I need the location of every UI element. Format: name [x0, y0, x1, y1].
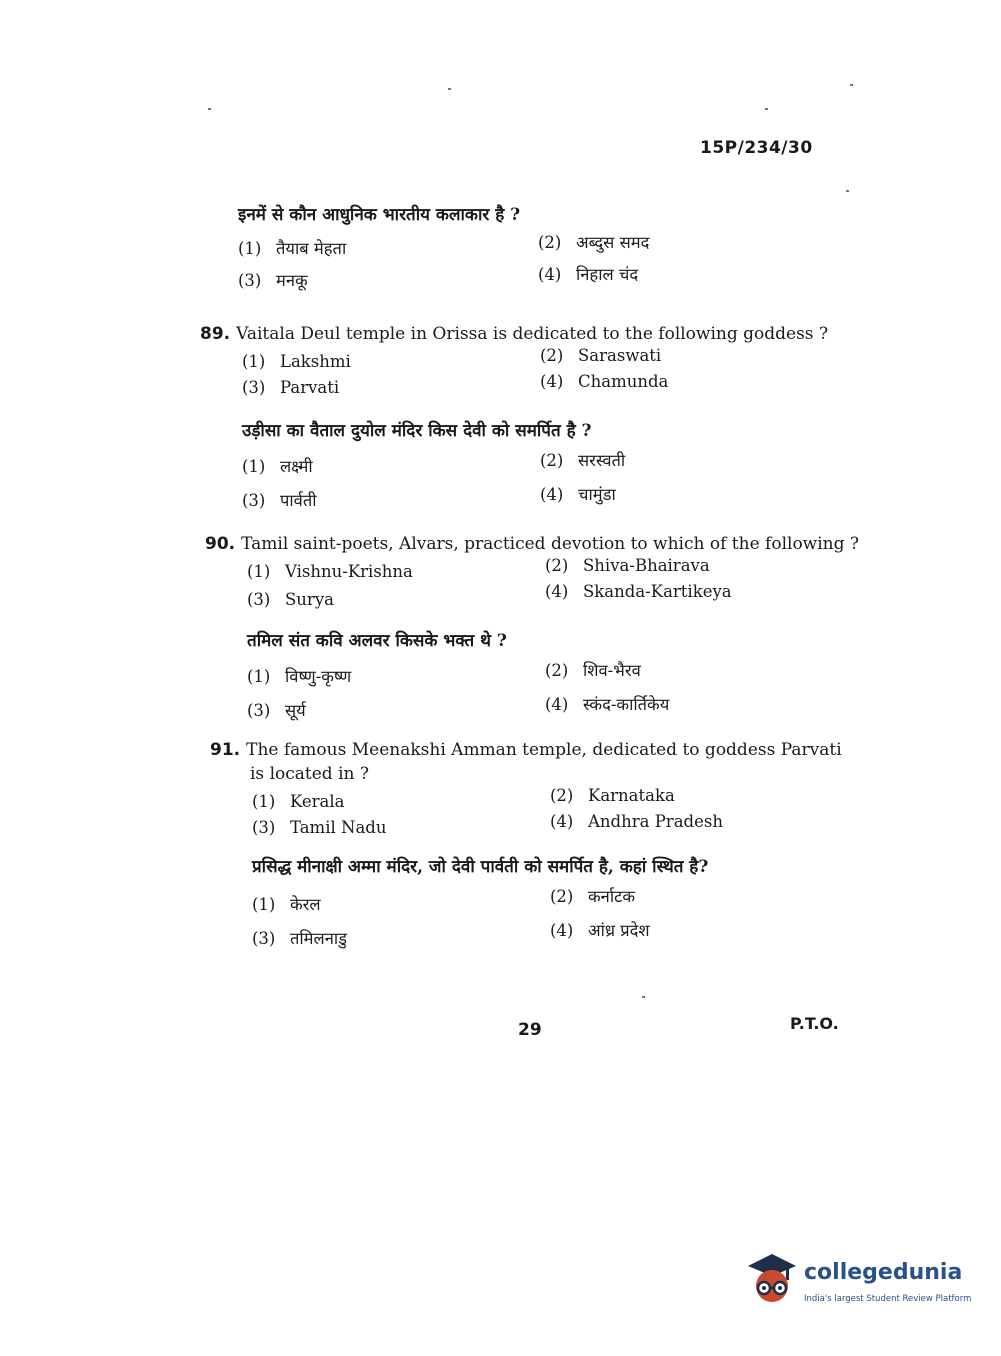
option-2: (2) Shiva-Bhairava [545, 556, 710, 575]
option-4: (4) आंध्र प्रदेश [550, 921, 650, 940]
option-3: (3) Surya [247, 590, 334, 609]
question-text-english: 90. Tamil saint-poets, Alvars, practiced devotion to which of the following ? [205, 534, 860, 554]
question-text-english: 89. Vaitala Deul temple in Orissa is dedicated to the following goddess ? [200, 324, 829, 344]
option-3: (3) तमिलनाडु [252, 929, 347, 948]
option-1: (1) तैयाब मेहता [238, 239, 347, 258]
option-2: (2) कर्नाटक [550, 887, 636, 906]
question-text-english: 91. The famous Meenakshi Amman temple, dedicated to goddess Parvati [210, 740, 842, 760]
question-text-english-cont: is located in ? [250, 764, 369, 784]
scan-speck [850, 84, 853, 86]
options-hindi [242, 444, 840, 508]
question-91 [210, 738, 850, 948]
option-1: (1) केरल [252, 895, 321, 914]
option-2: (2) Karnataka [550, 786, 675, 805]
option-4: (4) निहाल चंद [538, 265, 639, 284]
option-4: (4) Skanda-Kartikeya [545, 582, 732, 601]
scan-speck [208, 108, 211, 110]
option-4: (4) चामुंडा [540, 485, 616, 504]
collegedunia-logo [742, 1250, 972, 1310]
scan-speck [846, 190, 849, 192]
question-90 [205, 532, 860, 720]
scan-speck [765, 108, 768, 110]
option-3: (3) Tamil Nadu [252, 818, 387, 837]
option-4: (4) Chamunda [540, 372, 669, 391]
option-1: (1) लक्ष्मी [242, 457, 313, 476]
paper-code: 15P/234/30 [700, 138, 813, 158]
option-1: (1) Kerala [252, 792, 345, 811]
graduate-mascot-icon [742, 1250, 800, 1308]
options-english [247, 556, 845, 608]
option-2: (2) शिव-भैरव [545, 661, 641, 680]
page-number: 29 [518, 1020, 542, 1040]
question-text-hindi: इनमें से कौन आधुनिक भारतीय कलाकार है ? [238, 205, 521, 225]
option-1: (1) Vishnu-Krishna [247, 562, 413, 581]
logo-wordmark: collegedunia [804, 1260, 963, 1285]
option-1: (1) Lakshmi [242, 352, 351, 371]
logo-tagline: India's largest Student Review Platform [804, 1294, 972, 1304]
question-88-hindi [238, 202, 878, 292]
option-3: (3) पार्वती [242, 491, 317, 510]
scan-speck [642, 996, 645, 998]
options-english [242, 346, 840, 398]
option-2: (2) Saraswati [540, 346, 662, 365]
option-3: (3) Parvati [242, 378, 340, 397]
options-hindi [238, 228, 878, 292]
options-english [252, 786, 850, 838]
question-text-hindi: तमिल संत कवि अलवर किसके भक्त थे ? [247, 631, 507, 651]
option-2: (2) अब्दुस समद [538, 233, 650, 252]
options-hindi [247, 654, 845, 718]
question-text-hindi: उड़ीसा का वैताल दुयोल मंदिर किस देवी को समर्पित है ? [242, 421, 592, 441]
option-3: (3) मनकू [238, 271, 308, 290]
options-hindi [252, 880, 850, 948]
question-text-hindi: प्रसिद्ध मीनाक्षी अम्मा मंदिर, जो देवी पार्वती को समर्पित है, कहां स्थित है? [252, 857, 709, 877]
pto-label: P.T.O. [790, 1014, 839, 1033]
option-3: (3) सूर्य [247, 701, 306, 720]
option-4: (4) स्कंद-कार्तिकेय [545, 695, 670, 714]
scan-speck [448, 88, 451, 90]
option-4: (4) Andhra Pradesh [550, 812, 723, 831]
option-2: (2) सरस्वती [540, 451, 626, 470]
option-1: (1) विष्णु-कृष्ण [247, 667, 352, 686]
question-89 [200, 322, 840, 508]
